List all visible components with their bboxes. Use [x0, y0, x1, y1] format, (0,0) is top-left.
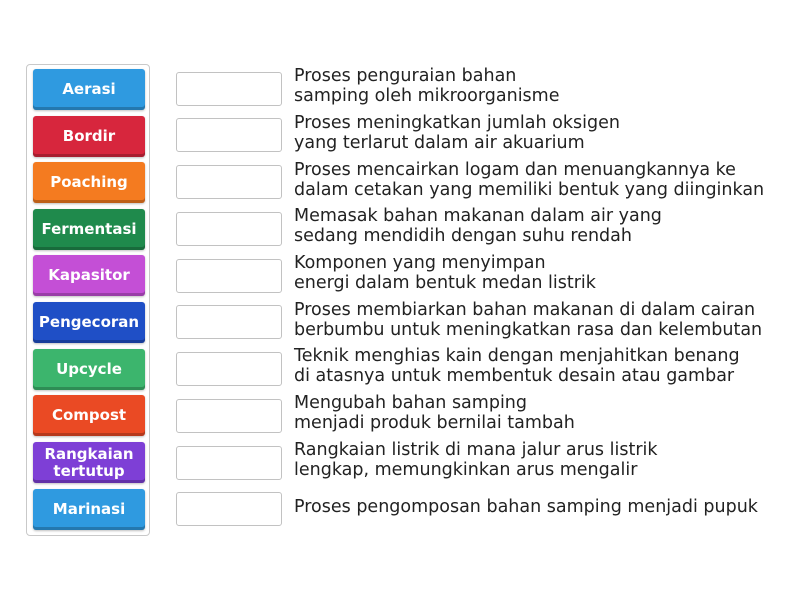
description-7: [294, 346, 794, 386]
description-line: Teknik menghias kain dengan menjahitkan benang: [294, 346, 740, 366]
drop-slot-10[interactable]: [176, 492, 282, 526]
drop-slot-4[interactable]: [176, 212, 282, 246]
tile-poaching[interactable]: Poaching: [33, 162, 145, 203]
description-line: berbumbu untuk meningkatkan rasa dan kelembutan: [294, 320, 763, 340]
tile-marinasi[interactable]: Marinasi: [33, 489, 145, 530]
description-line: Mengubah bahan samping: [294, 393, 528, 413]
description-line: samping oleh mikroorganisme: [294, 86, 560, 106]
drop-slot-9[interactable]: [176, 446, 282, 480]
description-line: Proses penguraian bahan: [294, 66, 517, 86]
description-8: [294, 393, 794, 433]
description-5: [294, 253, 794, 293]
description-2: [294, 113, 794, 153]
description-line: sedang mendidih dengan suhu rendah: [294, 226, 632, 246]
tile-bordir[interactable]: Bordir: [33, 116, 145, 157]
drop-slot-5[interactable]: [176, 259, 282, 293]
description-1: [294, 66, 794, 106]
description-line: yang terlarut dalam air akuarium: [294, 133, 585, 153]
description-line: menjadi produk bernilai tambah: [294, 413, 575, 433]
drop-slot-3[interactable]: [176, 165, 282, 199]
tile-compost[interactable]: Compost: [33, 395, 145, 436]
description-line: dalam cetakan yang memiliki bentuk yang diinginkan: [294, 180, 765, 200]
tile-pengecoran[interactable]: Pengecoran: [33, 302, 145, 343]
tile-aerasi[interactable]: Aerasi: [33, 69, 145, 110]
drop-slot-1[interactable]: [176, 72, 282, 106]
drop-slot-6[interactable]: [176, 305, 282, 339]
tile-fermentasi[interactable]: Fermentasi: [33, 209, 145, 250]
tile-upcycle[interactable]: Upcycle: [33, 349, 145, 390]
drop-slot-2[interactable]: [176, 118, 282, 152]
description-line: Proses membiarkan bahan makanan di dalam cairan: [294, 300, 756, 320]
description-4: [294, 206, 794, 246]
description-line: Komponen yang menyimpan: [294, 253, 546, 273]
description-line: lengkap, memungkinkan arus mengalir: [294, 460, 638, 480]
description-line: Rangkaian listrik di mana jalur arus listrik: [294, 440, 658, 460]
description-line: Proses pengomposan bahan samping menjadi pupuk: [294, 497, 758, 517]
description-line: energi dalam bentuk medan listrik: [294, 273, 596, 293]
drop-slot-7[interactable]: [176, 352, 282, 386]
description-line: Memasak bahan makanan dalam air yang: [294, 206, 662, 226]
description-line: Proses meningkatkan jumlah oksigen: [294, 113, 620, 133]
drop-slot-8[interactable]: [176, 399, 282, 433]
description-10: [294, 497, 794, 517]
description-line: Proses mencairkan logam dan menuangkannya ke: [294, 160, 736, 180]
description-line: di atasnya untuk membentuk desain atau gambar: [294, 366, 735, 386]
description-6: [294, 300, 794, 340]
description-9: [294, 440, 794, 480]
tile-bank: [26, 64, 150, 536]
tile-rangkaian-tertutup[interactable]: Rangkaian tertutup: [33, 442, 145, 483]
tile-kapasitor[interactable]: Kapasitor: [33, 255, 145, 296]
description-3: [294, 160, 794, 200]
